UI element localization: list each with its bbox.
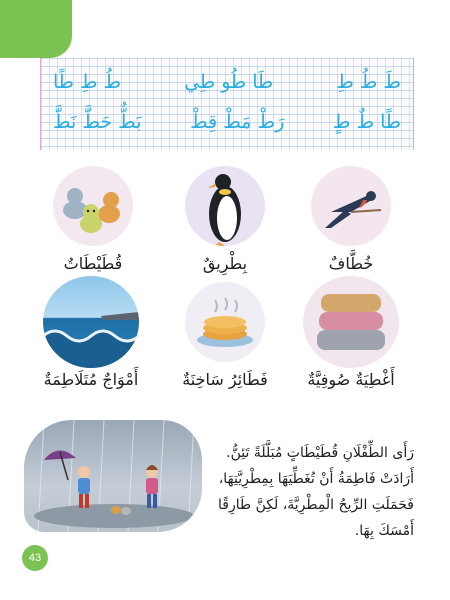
letter-practice-grid <box>40 58 414 150</box>
word-label: خُطَّافٌ <box>328 254 374 273</box>
word-card-kittens <box>38 166 148 273</box>
word-label: فَطَائِرُ سَاخِنَةٌ <box>182 370 268 389</box>
page-number: 43 <box>22 545 48 571</box>
pancakes-picture <box>185 282 265 362</box>
word-card-waves <box>26 276 156 389</box>
word-card-swallow <box>296 166 406 273</box>
story-text <box>184 440 414 544</box>
word-label: أَغْطِيَةٌ صُوفِيَّةٌ <box>307 370 395 389</box>
grid-group: طًا طٌ طٍ <box>332 111 401 133</box>
story-line: أَرَادَتْ فَاطِمَةُ أَنْ تُغَطِّيَهَا بِمِطْرِيَّتِهَا، <box>218 471 414 487</box>
corner-tab <box>0 0 72 58</box>
story-line: رَأَى الطِّفْلَانِ قُطَيْطَاتٍ مُبَلَّلَةً تَئِنُّ. <box>226 445 414 461</box>
grid-group: بَطٌّ حَطَّ نَطَّ <box>53 111 142 133</box>
blankets-icon <box>303 276 399 368</box>
penguin-picture <box>185 166 265 246</box>
word-card-pancakes <box>170 282 280 389</box>
grid-group: طُ طِ طًا <box>53 71 122 93</box>
waves-icon <box>43 276 139 368</box>
grid-row-1 <box>41 68 413 96</box>
word-label: قُطَيْطَاتٌ <box>63 254 123 273</box>
story-illustration <box>24 420 202 532</box>
pancakes-icon <box>185 282 265 362</box>
swallow-picture <box>311 166 391 246</box>
word-card-blankets <box>296 276 406 389</box>
blankets-picture <box>303 276 399 368</box>
story-line: فَحَمَلَتِ الرِّيحُ الْمِطْرِيَّةَ، لَكِنَّ طَارِقًا <box>218 497 414 513</box>
grid-group: رَطْ مَطْ قِطْ <box>190 111 285 133</box>
grid-row-2 <box>41 108 413 136</box>
swallow-icon <box>311 166 391 246</box>
waves-picture <box>43 276 139 368</box>
story-line: أَمْسَكَ بِهَا. <box>354 523 414 539</box>
kittens-picture <box>53 166 133 246</box>
word-label: بِطْرِيقٌ <box>202 254 248 273</box>
rainy-scene-icon <box>24 420 202 532</box>
kittens-icon <box>53 166 133 246</box>
word-label: أَمْوَاجٌ مُتَلَاطِمَةٌ <box>43 370 139 389</box>
grid-group: طَ طُ طِ <box>336 71 401 93</box>
penguin-icon <box>185 166 265 246</box>
grid-group: طَا طُو طِي <box>184 71 274 93</box>
word-card-penguin <box>170 166 280 273</box>
